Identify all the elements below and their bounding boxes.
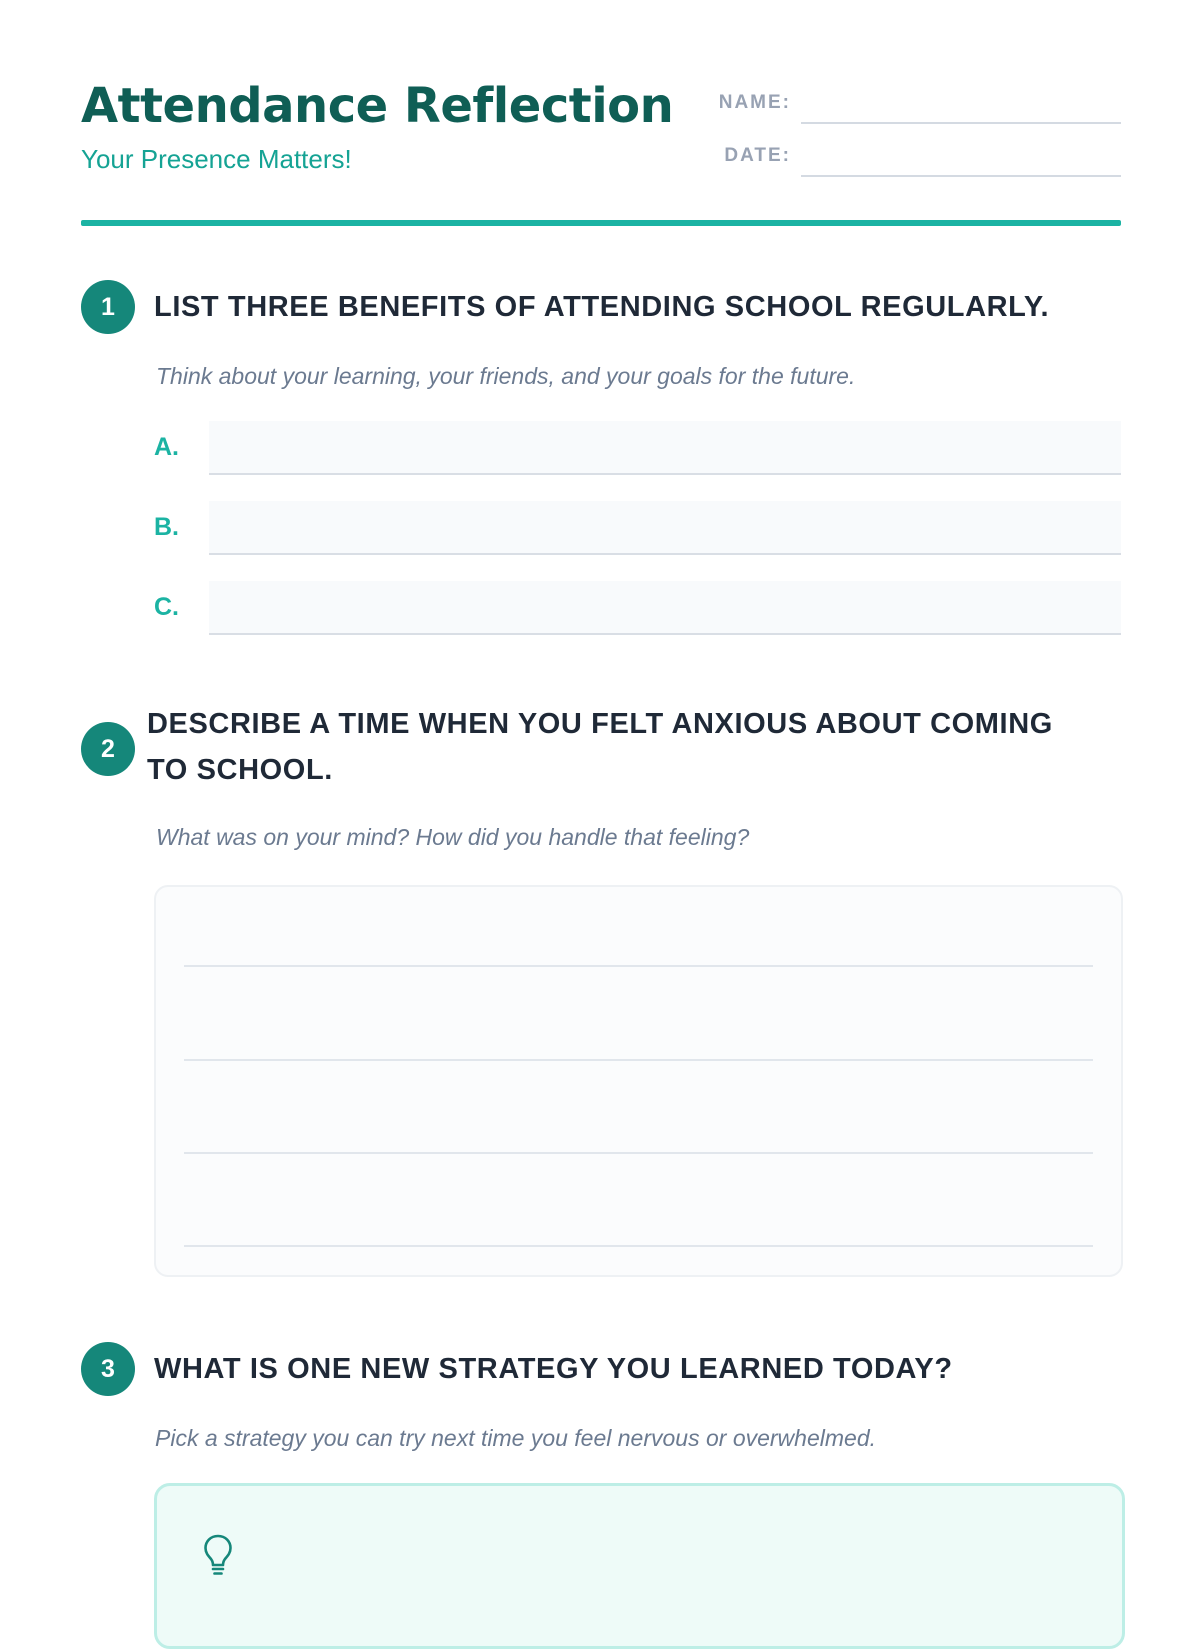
question-1-hint: Think about your learning, your friends, and your goals for the future. <box>156 363 856 389</box>
answer-field-a[interactable] <box>209 421 1121 475</box>
writing-line <box>184 1245 1093 1247</box>
question-3-badge: 3 <box>81 1342 135 1396</box>
question-2-title: DESCRIBE A TIME WHEN YOU FELT ANXIOUS ABOUT COMING TO SCHOOL. <box>147 708 1053 786</box>
question-1-badge: 1 <box>81 280 135 334</box>
worksheet-page <box>81 0 1121 1600</box>
name-label: NAME: <box>718 92 791 113</box>
page-title: Attendance Reflection <box>81 78 674 134</box>
answer-field-b[interactable] <box>209 501 1121 555</box>
strategy-answer-box[interactable] <box>154 1483 1125 1649</box>
question-2-hint: What was on your mind? How did you handle that feeling? <box>156 824 750 850</box>
name-row <box>701 84 1121 124</box>
answer-field-c[interactable] <box>209 581 1121 635</box>
lightbulb-icon <box>203 1534 233 1576</box>
answer-letter-c: C. <box>154 593 179 621</box>
name-field[interactable] <box>801 122 1121 124</box>
answer-row-b <box>154 501 1121 555</box>
page-subtitle: Your Presence Matters! <box>81 144 352 174</box>
header-divider <box>81 220 1121 226</box>
writing-line <box>184 965 1093 967</box>
writing-line <box>184 1152 1093 1154</box>
reflection-writing-area[interactable] <box>154 885 1123 1277</box>
question-1-title: LIST THREE BENEFITS OF ATTENDING SCHOOL REGULARLY. <box>154 291 1050 323</box>
answer-letter-a: A. <box>154 433 179 461</box>
writing-line <box>184 1059 1093 1061</box>
answer-letter-b: B. <box>154 513 179 541</box>
worksheet-header <box>81 0 1121 230</box>
date-field[interactable] <box>801 175 1121 177</box>
question-3-hint: Pick a strategy you can try next time you feel nervous or overwhelmed. <box>155 1425 876 1451</box>
answer-row-c <box>154 581 1121 635</box>
question-2-badge: 2 <box>81 722 135 776</box>
date-row <box>701 137 1121 177</box>
answer-row-a <box>154 421 1121 475</box>
question-3-title: WHAT IS ONE NEW STRATEGY YOU LEARNED TODAY? <box>154 1353 953 1385</box>
date-label: DATE: <box>724 145 791 166</box>
